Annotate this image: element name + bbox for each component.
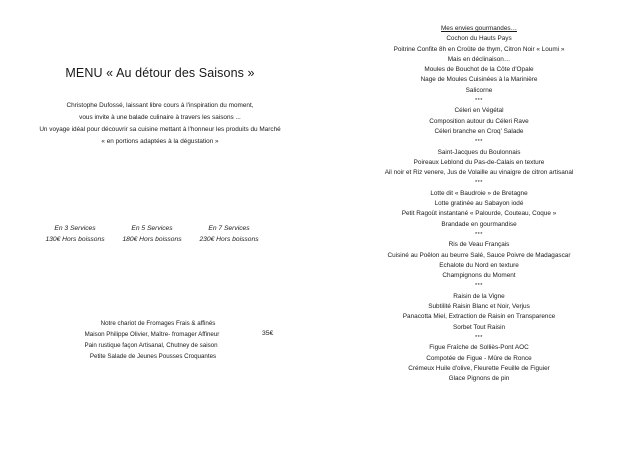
menu-item: Céleri branche en Croq' Salade <box>434 127 524 135</box>
menu-title: MENU « Au détour des Saisons » <box>65 66 255 80</box>
menu-item: Raisin de la Vigne <box>453 292 505 300</box>
cheese-line: Petite Salade de Jeunes Pousses Croquantes <box>89 353 217 360</box>
menu-item: Saint-Jacques du Boulonnais <box>437 148 521 156</box>
intro-text <box>0 100 320 148</box>
service-option-5 <box>112 223 192 245</box>
menu-item: Glace Pignons de pin <box>448 375 510 383</box>
menu-item: Panacotta Miel, Extraction de Raisin en Transparence <box>402 313 556 321</box>
menu-item: Brandade en gourmandise <box>441 220 517 228</box>
service-price: 230€ Hors boissons <box>199 236 259 243</box>
intro-line: vous invite à une balade culinaire à travers les saisons ... <box>79 114 241 121</box>
menu-item: Cochon du Hauts Pays <box>446 35 512 43</box>
menu-item: Lotte dit « Baudroie » de Bretagne <box>430 189 528 197</box>
intro-line: Christophe Dufossé, laissant libre cours à l'inspiration du moment, <box>66 102 254 109</box>
service-label: En 7 Services <box>208 225 250 232</box>
menu-item: Mais en déclinaison… <box>447 55 511 63</box>
menu-item: Ail noir et Riz venere, Jus de Volaille au vinaigre de citron artisanal <box>384 169 574 177</box>
service-option-7 <box>189 223 269 245</box>
menu-item: Céleri en Végétal <box>454 107 504 115</box>
cheese-section <box>0 318 320 362</box>
course-separator: *** <box>475 283 483 290</box>
menu-item: Subtilité Raisin Blanc et Noir, Verjus <box>428 303 530 311</box>
service-price: 130€ Hors boissons <box>45 236 105 243</box>
service-label: En 3 Services <box>54 225 96 232</box>
menu-heading: Mes envies gourmandes… <box>440 25 517 32</box>
cheese-line: Pain rustique façon Artisanal, Chutney de saison <box>84 342 218 349</box>
cheese-line: Maison Philippe Olivier, Maître- fromager Affineur <box>84 331 220 338</box>
menu-item: Cuisiné au Poêlon au beurre Salé, Sauce Poivre de Madagascar <box>387 251 571 259</box>
menu-item: Petit Ragoût instantané « Palourde, Couteau, Coque » <box>401 210 557 218</box>
menu-item: Composition autour du Céleri Rave <box>429 117 529 125</box>
menu-item: Crémeux Huile d'olive, Fleurette Feuille de Figuier <box>408 364 550 372</box>
service-option-3 <box>35 223 115 245</box>
menu-item: Nage de Moules Cuisinées à la Marinière <box>420 76 538 84</box>
service-label: En 5 Services <box>131 225 173 232</box>
menu-item: Ris de Veau Français <box>448 241 510 249</box>
intro-line: « en portions adaptées à la dégustation » <box>101 138 219 145</box>
course-separator: *** <box>475 139 483 146</box>
menu-item: Sorbet Tout Raisin <box>452 323 506 331</box>
course-separator: *** <box>475 180 483 187</box>
cheese-line: Notre chariot de Fromages Frais & affinés <box>100 320 216 327</box>
menu-item: Champignons du Moment <box>442 272 516 280</box>
menu-item: Poitrine Confite 8h en Croûte de thym, Citron Noir « Loumi » <box>393 45 565 53</box>
menu-item: Poireaux Leblond du Pas-de-Calais en texture <box>413 158 545 166</box>
right-page <box>318 0 640 452</box>
menu-item: Echalote du Nord en texture <box>439 261 519 269</box>
service-price: 180€ Hors boissons <box>122 236 182 243</box>
menu-item: Moules de Bouchot de la Côte d'Opale <box>424 66 534 74</box>
course-separator: *** <box>475 231 483 238</box>
course-separator: *** <box>475 98 483 105</box>
intro-line: Un voyage idéal pour découvrir sa cuisine mettant à l'honneur les produits du Marché <box>39 126 281 133</box>
tasting-menu-list <box>318 24 640 384</box>
menu-item: Compotée de Figue - Mûre de Ronce <box>426 354 532 362</box>
cheese-price: 35€ <box>262 330 274 337</box>
course-separator: *** <box>475 334 483 341</box>
menu-item: Lotte gratinée au Sabayon iodé <box>434 200 524 208</box>
menu-item: Figue Fraîche de Solliès-Pont AOC <box>429 344 529 352</box>
menu-item: Salicorne <box>465 86 493 94</box>
